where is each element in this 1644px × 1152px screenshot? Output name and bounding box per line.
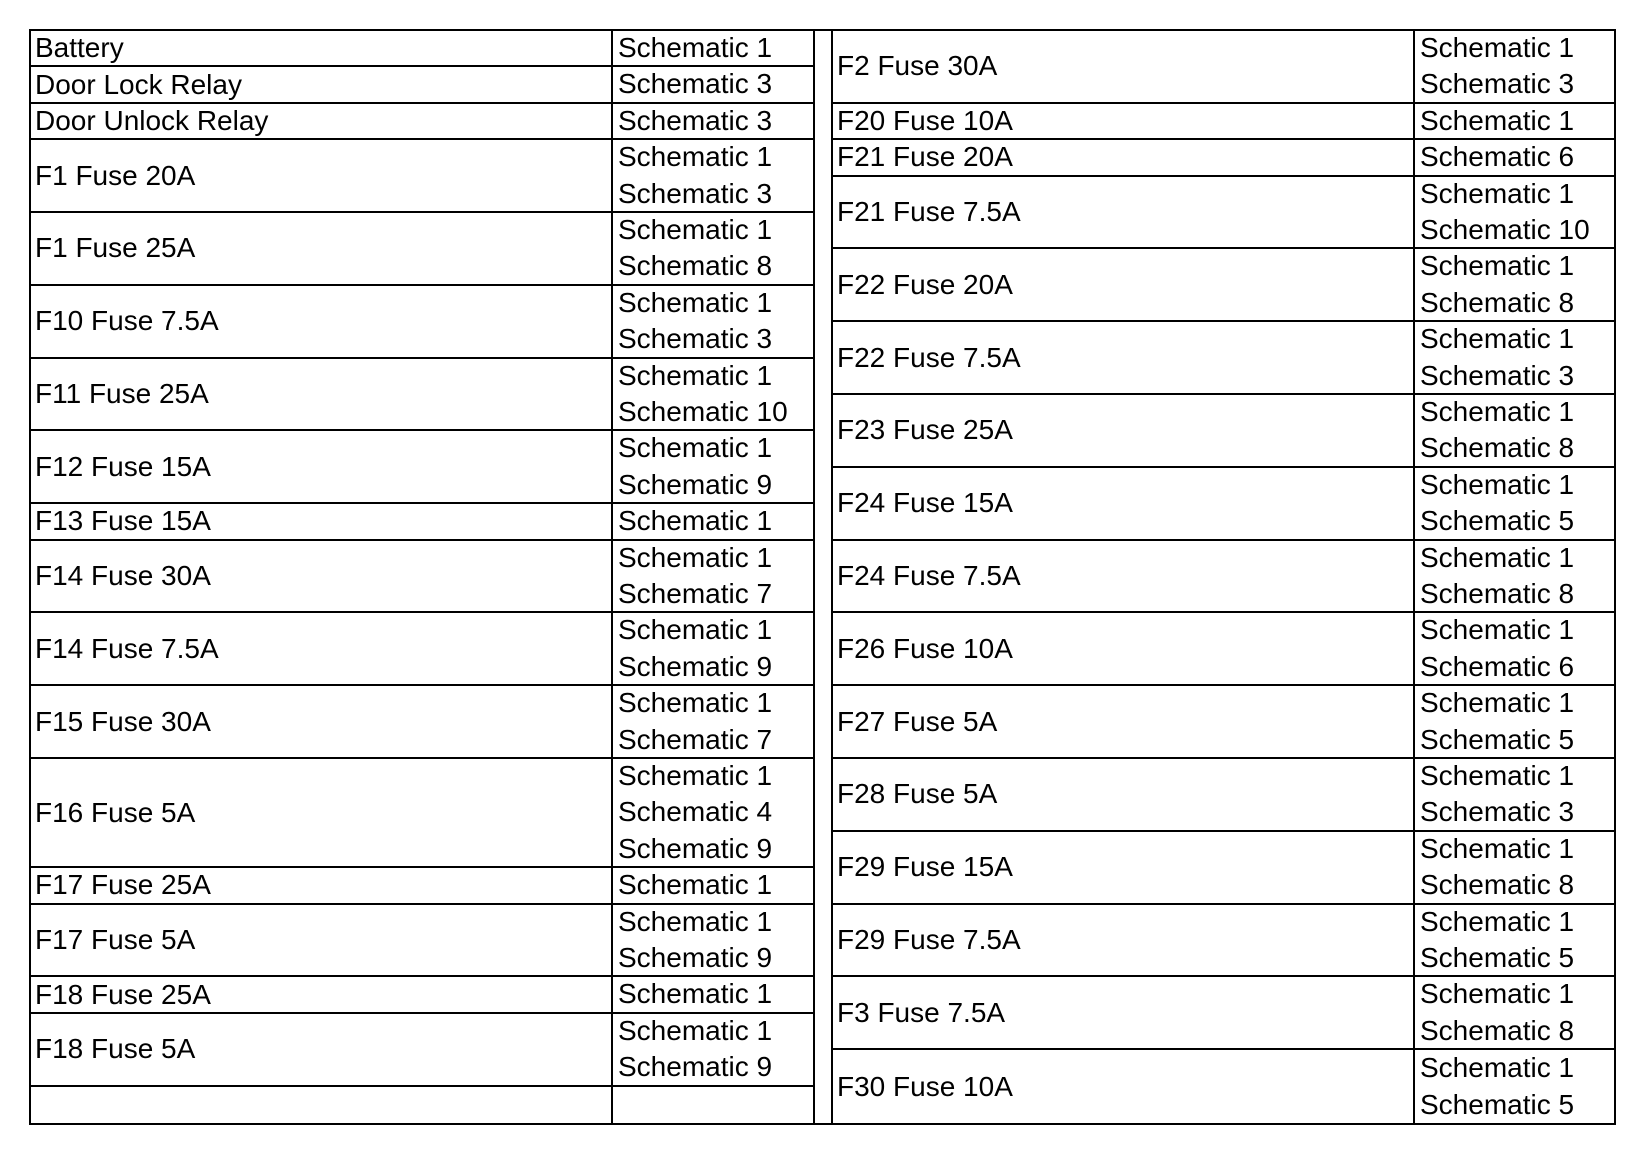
table-row [833, 322, 1614, 395]
table-row [833, 31, 1614, 104]
component-name: F29 Fuse 15A [833, 832, 1415, 903]
schematic-ref: Schematic 1 [618, 505, 773, 537]
table-row [31, 905, 813, 978]
component-name: F29 Fuse 7.5A [833, 905, 1415, 976]
component-name: F18 Fuse 25A [31, 977, 613, 1011]
table-row [31, 31, 813, 67]
table-row [31, 868, 813, 904]
component-name: F24 Fuse 15A [833, 468, 1415, 539]
schematic-ref: Schematic 3 [618, 323, 773, 355]
schematic-refs [1415, 686, 1614, 757]
table-row [833, 759, 1614, 832]
table-row [833, 177, 1614, 250]
schematic-ref: Schematic 9 [618, 650, 773, 682]
component-name: F28 Fuse 5A [833, 759, 1415, 830]
schematic-refs [613, 213, 813, 284]
schematic-refs [1415, 613, 1614, 684]
component-name [31, 1087, 613, 1123]
schematic-refs [1415, 31, 1614, 102]
component-name: F20 Fuse 10A [833, 104, 1415, 138]
schematic-ref: Schematic 1 [1420, 614, 1575, 646]
component-name: F1 Fuse 25A [31, 213, 613, 284]
table-row [31, 431, 813, 504]
schematic-refs [1415, 759, 1614, 830]
schematic-ref: Schematic 1 [618, 687, 773, 719]
component-name: Battery [31, 31, 613, 65]
schematic-refs [613, 759, 813, 866]
table-row [833, 541, 1614, 614]
table-row [31, 67, 813, 103]
component-name: F21 Fuse 20A [833, 140, 1415, 174]
schematic-refs [1415, 140, 1614, 174]
schematic-ref: Schematic 1 [618, 614, 773, 646]
right-column [833, 31, 1614, 1123]
schematic-ref: Schematic 1 [1420, 323, 1575, 355]
schematic-ref: Schematic 10 [618, 396, 788, 427]
schematic-refs [1415, 1050, 1614, 1123]
left-column [31, 31, 813, 1123]
table-row [833, 686, 1614, 759]
component-name: F24 Fuse 7.5A [833, 541, 1415, 612]
schematic-ref: Schematic 1 [618, 359, 773, 391]
component-name: F30 Fuse 10A [833, 1050, 1415, 1123]
schematic-ref: Schematic 8 [1420, 578, 1575, 609]
schematic-ref: Schematic 1 [1420, 104, 1575, 136]
table-row [31, 977, 813, 1013]
table-row [833, 832, 1614, 905]
table-row [833, 905, 1614, 978]
schematic-refs [613, 286, 813, 357]
schematic-refs [613, 905, 813, 976]
schematic-ref: Schematic 3 [1420, 796, 1575, 828]
schematic-ref: Schematic 1 [1420, 541, 1575, 573]
component-name: F10 Fuse 7.5A [31, 286, 613, 357]
schematic-ref: Schematic 1 [618, 541, 773, 573]
schematic-ref: Schematic 1 [618, 1014, 773, 1046]
schematic-ref: Schematic 1 [618, 141, 773, 173]
schematic-refs [613, 504, 813, 538]
schematic-ref: Schematic 1 [618, 978, 773, 1010]
schematic-refs [1415, 832, 1614, 903]
component-name: F3 Fuse 7.5A [833, 977, 1415, 1048]
component-name: F23 Fuse 25A [833, 395, 1415, 466]
component-name: F17 Fuse 25A [31, 868, 613, 902]
schematic-ref: Schematic 3 [1420, 359, 1575, 391]
schematic-ref: Schematic 6 [1420, 650, 1575, 682]
component-name: Door Unlock Relay [31, 104, 613, 138]
schematic-ref: Schematic 4 [618, 796, 773, 828]
schematic-ref: Schematic 1 [1420, 177, 1575, 209]
table-row [31, 759, 813, 868]
schematic-refs [613, 359, 813, 430]
table-row [31, 541, 813, 614]
schematic-ref: Schematic 3 [1420, 68, 1575, 100]
table-row [833, 613, 1614, 686]
component-name: F22 Fuse 20A [833, 249, 1415, 320]
table-row [31, 359, 813, 432]
schematic-ref: Schematic 5 [1420, 723, 1575, 755]
table-row [31, 104, 813, 140]
schematic-ref: Schematic 1 [1420, 760, 1575, 791]
table-row [31, 686, 813, 759]
component-name: F12 Fuse 15A [31, 431, 613, 502]
schematic-ref: Schematic 5 [1420, 1088, 1575, 1120]
schematic-ref: Schematic 1 [1420, 468, 1575, 500]
table-row [31, 1087, 813, 1123]
schematic-ref: Schematic 5 [1420, 505, 1575, 537]
schematic-refs [1415, 905, 1614, 976]
component-name: F14 Fuse 7.5A [31, 613, 613, 684]
schematic-ref: Schematic 9 [618, 832, 773, 864]
schematic-ref: Schematic 7 [618, 723, 773, 755]
schematic-ref: Schematic 1 [618, 759, 773, 791]
schematic-refs [1415, 468, 1614, 539]
schematic-refs [613, 140, 813, 211]
schematic-ref: Schematic 8 [1420, 432, 1575, 464]
table-row [31, 213, 813, 286]
schematic-ref: Schematic 3 [618, 104, 773, 136]
schematic-ref: Schematic 9 [618, 1051, 773, 1083]
table-row [833, 140, 1614, 176]
component-name: F22 Fuse 7.5A [833, 322, 1415, 393]
component-name: F11 Fuse 25A [31, 359, 613, 430]
schematic-ref: Schematic 1 [618, 432, 773, 464]
schematic-ref: Schematic 3 [618, 68, 773, 100]
schematic-refs [1415, 322, 1614, 393]
component-index-table [29, 29, 1616, 1125]
schematic-ref: Schematic 9 [618, 942, 773, 973]
schematic-ref: Schematic 8 [1420, 286, 1575, 318]
schematic-refs [1415, 395, 1614, 466]
component-name: Door Lock Relay [31, 67, 613, 101]
component-name: F27 Fuse 5A [833, 686, 1415, 757]
schematic-refs [1415, 977, 1614, 1048]
schematic-ref: Schematic 1 [1420, 905, 1575, 937]
schematic-ref: Schematic 8 [618, 250, 773, 282]
schematic-ref: Schematic 8 [1420, 1014, 1575, 1046]
component-name: F26 Fuse 10A [833, 613, 1415, 684]
schematic-refs [613, 1014, 813, 1085]
schematic-ref: Schematic 1 [618, 286, 773, 318]
schematic-ref: Schematic 1 [1420, 687, 1575, 719]
component-name: F16 Fuse 5A [31, 759, 613, 866]
schematic-refs [613, 868, 813, 902]
component-name: F18 Fuse 5A [31, 1014, 613, 1085]
schematic-ref: Schematic 1 [1420, 1052, 1575, 1084]
component-name: F1 Fuse 20A [31, 140, 613, 211]
schematic-ref: Schematic 7 [618, 578, 773, 609]
schematic-refs [613, 1087, 813, 1123]
table-row [31, 140, 813, 213]
component-name: F17 Fuse 5A [31, 905, 613, 976]
schematic-refs [1415, 249, 1614, 320]
component-name: F2 Fuse 30A [833, 31, 1415, 102]
column-gutter [813, 31, 833, 1123]
schematic-ref: Schematic 10 [1420, 214, 1590, 245]
schematic-ref: Schematic 8 [1420, 869, 1575, 901]
schematic-ref: Schematic 1 [618, 905, 773, 937]
schematic-refs [613, 613, 813, 684]
schematic-ref: Schematic 3 [618, 177, 773, 209]
table-row [31, 504, 813, 540]
schematic-ref: Schematic 1 [1420, 396, 1575, 427]
component-name: F13 Fuse 15A [31, 504, 613, 538]
schematic-refs [613, 977, 813, 1011]
component-name: F14 Fuse 30A [31, 541, 613, 612]
schematic-ref: Schematic 5 [1420, 942, 1575, 973]
table-row [833, 468, 1614, 541]
table-row [31, 1014, 813, 1087]
table-row [31, 613, 813, 686]
table-row [833, 395, 1614, 468]
table-row [31, 286, 813, 359]
schematic-refs [1415, 541, 1614, 612]
schematic-refs [613, 431, 813, 502]
schematic-ref: Schematic 1 [1420, 250, 1575, 282]
schematic-ref: Schematic 1 [618, 32, 773, 63]
table-row [833, 249, 1614, 322]
schematic-ref: Schematic 1 [1420, 32, 1575, 63]
schematic-refs [613, 541, 813, 612]
schematic-refs [613, 686, 813, 757]
table-row [833, 1050, 1614, 1123]
schematic-refs [613, 67, 813, 101]
schematic-ref: Schematic 9 [618, 468, 773, 500]
schematic-ref: Schematic 1 [618, 869, 773, 901]
schematic-refs [1415, 104, 1614, 138]
schematic-ref: Schematic 1 [1420, 832, 1575, 864]
schematic-refs [1415, 177, 1614, 248]
component-name: F15 Fuse 30A [31, 686, 613, 757]
schematic-refs [613, 31, 813, 65]
schematic-ref: Schematic 1 [1420, 978, 1575, 1010]
schematic-ref: Schematic 1 [618, 214, 773, 245]
component-name: F21 Fuse 7.5A [833, 177, 1415, 248]
table-row [833, 977, 1614, 1050]
schematic-ref: Schematic 6 [1420, 141, 1575, 173]
schematic-refs [613, 104, 813, 138]
table-row [833, 104, 1614, 140]
